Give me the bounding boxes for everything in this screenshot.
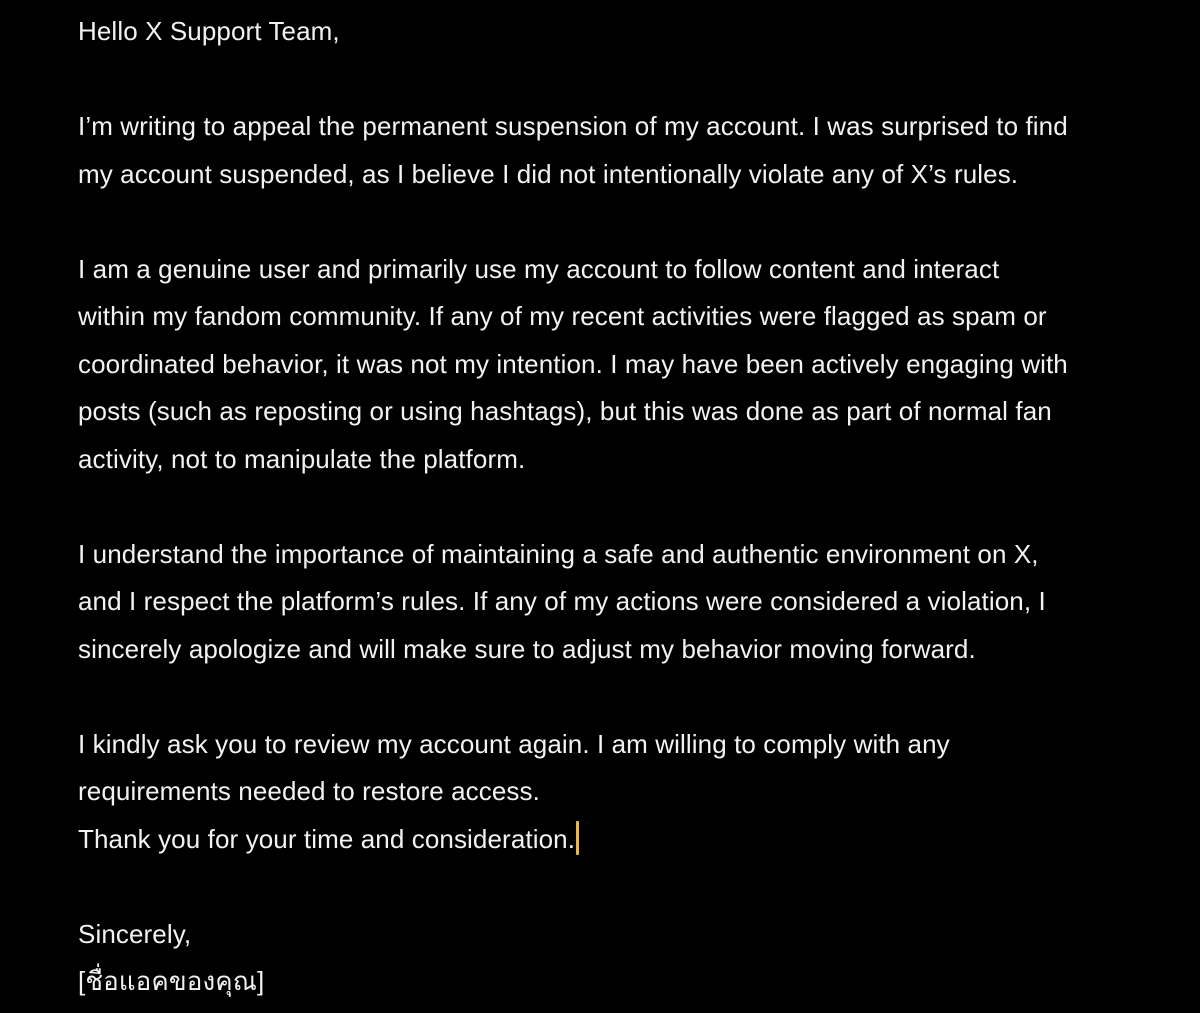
blank-line — [78, 863, 1178, 911]
closing-line: Sincerely, — [78, 918, 192, 949]
blank-line — [78, 56, 1178, 104]
note-text-body[interactable] — [78, 8, 1178, 1006]
paragraph-3-line-3: sincerely apologize and will make sure to adjust my behavior moving forward. — [78, 633, 976, 664]
text-cursor-caret — [576, 821, 579, 855]
thank-you-text: Thank you for your time and consideration. — [78, 823, 576, 854]
blank-line — [78, 673, 1178, 721]
paragraph-3-line-2: and I respect the platform’s rules. If any of my actions were considered a violation, I — [78, 586, 1046, 616]
paragraph-4-line-1: I kindly ask you to review my account again. I am willing to comply with any — [78, 728, 950, 759]
paragraph-4-line-3 — [78, 816, 1178, 864]
paragraph-2-line-1: I am a genuine user and primarily use my account to follow content and interact — [78, 253, 1000, 284]
paragraph-2-line-5: activity, not to manipulate the platform. — [78, 443, 526, 474]
paragraph-4-line-2: requirements needed to restore access. — [78, 776, 540, 806]
paragraph-2-line-2: within my fandom community. If any of my recent activities were flagged as spam or — [78, 301, 1047, 331]
greeting-line: Hello X Support Team, — [78, 16, 340, 46]
signature-line: [ชื่อแอคของคุณ] — [78, 966, 265, 996]
paragraph-1-line-2: my account suspended, as I believe I did not intentionally violate any of X’s rules. — [78, 158, 1019, 189]
paragraph-2-line-4: posts (such as reposting or using hashtags), but this was done as part of normal fan — [78, 396, 1052, 426]
blank-line — [78, 483, 1178, 531]
paragraph-1-line-1: I’m writing to appeal the permanent suspension of my account. I was surprised to find — [78, 111, 1068, 141]
blank-line — [78, 198, 1178, 246]
paragraph-3-line-1: I understand the importance of maintaining a safe and authentic environment on X, — [78, 538, 1039, 569]
paragraph-2-line-3: coordinated behavior, it was not my intention. I may have been actively engaging with — [78, 348, 1068, 379]
